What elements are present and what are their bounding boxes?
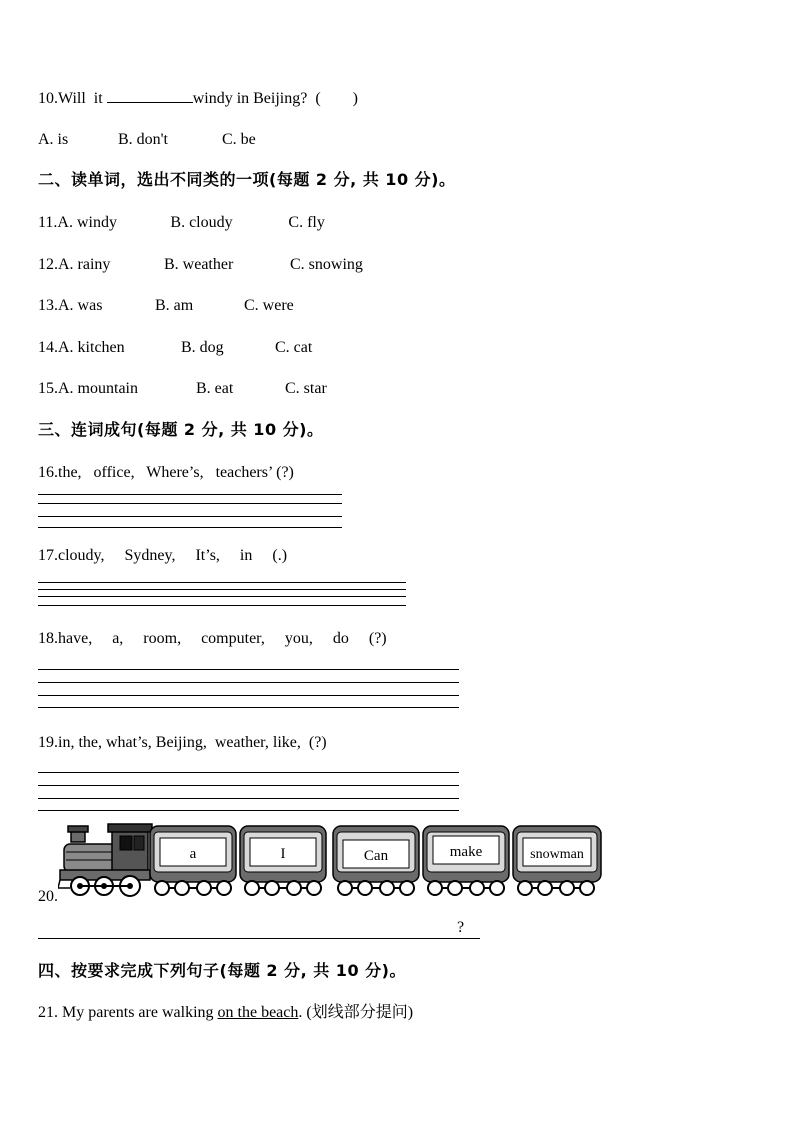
question-number: 13. bbox=[38, 297, 58, 314]
locomotive-icon bbox=[58, 824, 152, 896]
question-18 bbox=[38, 629, 387, 649]
section-2-title: 二、读单词，选出不同类的一项(每题 2 分, 共 10 分)。 bbox=[38, 170, 456, 189]
writing-line[interactable] bbox=[38, 582, 406, 583]
writing-line[interactable] bbox=[38, 785, 459, 786]
question-number: 18. bbox=[38, 630, 58, 647]
question-number: 16. bbox=[38, 464, 58, 481]
question-12 bbox=[38, 255, 363, 275]
section-4-title: 四、按要求完成下列句子(每题 2 分, 共 10 分)。 bbox=[38, 961, 406, 980]
question-14 bbox=[38, 338, 312, 358]
option-c: C. cat bbox=[275, 339, 313, 356]
question-21 bbox=[38, 1003, 413, 1023]
question-number: 21. bbox=[38, 1004, 58, 1021]
writing-line[interactable] bbox=[38, 810, 459, 811]
option-a: A. mountain bbox=[58, 380, 138, 397]
option-a: A. was bbox=[58, 297, 103, 314]
question-number: 19. bbox=[38, 734, 58, 751]
answer-blank[interactable] bbox=[107, 88, 193, 103]
question-number: 14. bbox=[38, 339, 58, 356]
train-car[interactable] bbox=[150, 826, 236, 895]
train-illustration bbox=[58, 822, 603, 902]
train-car[interactable] bbox=[333, 826, 419, 895]
train-car[interactable] bbox=[240, 826, 326, 895]
train-car[interactable] bbox=[513, 826, 601, 895]
writing-line[interactable] bbox=[38, 589, 406, 590]
question-number: 15. bbox=[38, 380, 58, 397]
option-a: A. kitchen bbox=[58, 339, 125, 356]
writing-line[interactable] bbox=[38, 772, 459, 773]
question-10-options bbox=[38, 130, 256, 150]
question-text: windy in Beijing? ( ) bbox=[192, 90, 358, 107]
question-13 bbox=[38, 296, 294, 316]
train-car-word: make bbox=[449, 844, 483, 860]
option-a: A. is bbox=[38, 131, 69, 148]
question-11 bbox=[38, 213, 325, 233]
question-10 bbox=[38, 88, 358, 109]
question-number: 12. bbox=[38, 256, 58, 273]
underlined-phrase: on the beach bbox=[217, 1004, 299, 1021]
question-19 bbox=[38, 733, 327, 753]
section-3-title: 三、连词成句(每题 2 分, 共 10 分)。 bbox=[38, 420, 324, 439]
question-16 bbox=[38, 463, 294, 483]
option-b: B. don't bbox=[118, 131, 168, 148]
question-17 bbox=[38, 546, 287, 566]
word-list: in, the, what’s, Beijing, weather, like, (?) bbox=[58, 734, 327, 751]
option-c: C. snowing bbox=[290, 256, 363, 273]
writing-line[interactable] bbox=[38, 516, 342, 517]
writing-line[interactable] bbox=[38, 494, 342, 495]
option-b: B. weather bbox=[164, 256, 234, 273]
question-number: 10. bbox=[38, 90, 58, 107]
option-b: B. eat bbox=[196, 380, 234, 397]
writing-line[interactable] bbox=[38, 605, 406, 606]
question-text: My parents are walking bbox=[58, 1004, 218, 1021]
writing-line[interactable] bbox=[38, 695, 459, 696]
train-car-word: a bbox=[189, 846, 197, 862]
train-car-word: Can bbox=[363, 848, 389, 864]
question-number: 17. bbox=[38, 547, 58, 564]
writing-line[interactable] bbox=[38, 669, 459, 670]
writing-line[interactable] bbox=[38, 707, 459, 708]
option-c: C. fly bbox=[288, 214, 325, 231]
option-c: C. star bbox=[285, 380, 327, 397]
train-car-word: I bbox=[280, 846, 286, 862]
writing-line[interactable] bbox=[38, 682, 459, 683]
option-b: B. dog bbox=[181, 339, 224, 356]
word-list: the, office, Where’s, teachers’ (?) bbox=[58, 464, 294, 481]
question-number: 11. bbox=[38, 214, 58, 231]
question-text: Will it bbox=[58, 90, 107, 107]
answer-line[interactable] bbox=[38, 938, 480, 939]
train-car-word: snowman bbox=[530, 847, 584, 862]
option-a: A. rainy bbox=[58, 256, 111, 273]
question-15 bbox=[38, 379, 327, 399]
option-a: A. windy bbox=[57, 214, 117, 231]
writing-line[interactable] bbox=[38, 503, 342, 504]
word-list: have, a, room, computer, you, do (?) bbox=[58, 630, 387, 647]
option-c: C. be bbox=[222, 131, 256, 148]
option-b: B. am bbox=[155, 297, 194, 314]
word-list: cloudy, Sydney, It’s, in (.) bbox=[58, 547, 288, 564]
question-20-number: 20. bbox=[38, 888, 58, 905]
option-c: C. were bbox=[244, 297, 294, 314]
writing-line[interactable] bbox=[38, 798, 459, 799]
question-end-mark: ? bbox=[457, 919, 465, 936]
question-instruction: . (划线部分提问) bbox=[298, 1004, 414, 1021]
writing-line[interactable] bbox=[38, 596, 406, 597]
writing-line[interactable] bbox=[38, 527, 342, 528]
train-car[interactable] bbox=[423, 826, 509, 895]
option-b: B. cloudy bbox=[170, 214, 233, 231]
